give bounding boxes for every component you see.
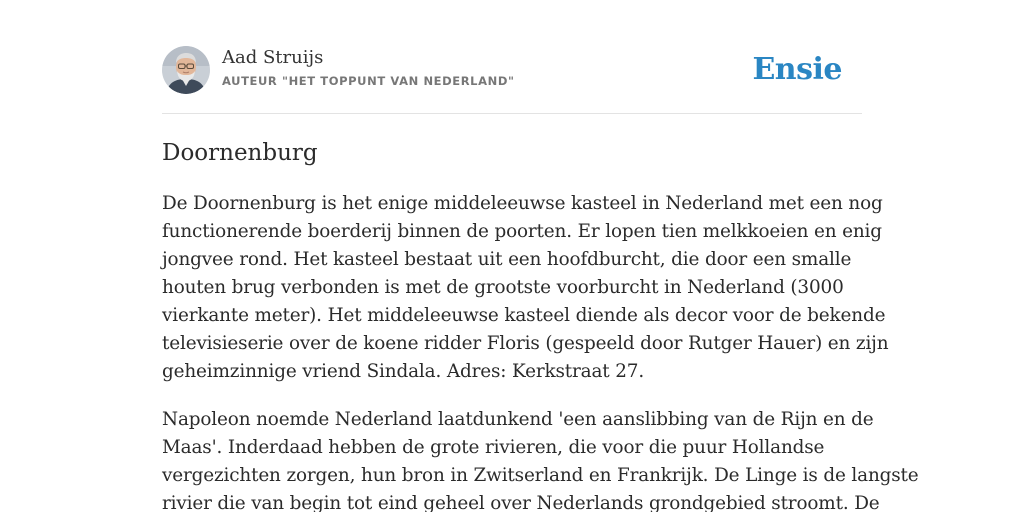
paragraph-line: vierkante meter). Het middeleeuwse kasteel diende als decor voor de bekende [162,305,886,326]
paragraph-line: functionerende boerderij binnen de poorten. Er lopen tien melkkoeien en enig [162,221,882,242]
paragraph-line: houten brug verbonden is met de grootste voorburcht in Nederland (3000 [162,277,844,298]
paragraph-line: vergezichten zorgen, hun bron in Zwitserland en Frankrijk. De Linge is de langste [162,465,919,486]
paragraph-line: rivier die van begin tot eind geheel over Nederlands grondgebied stroomt. De [162,493,880,512]
header-divider [162,113,862,114]
paragraph-line: televisieserie over de koene ridder Floris (gespeeld door Rutger Hauer) en zijn [162,333,889,354]
ensie-logo[interactable]: Ensie [752,52,842,87]
article-paragraph [162,406,919,512]
paragraph-line: jongvee rond. Het kasteel bestaat uit een hoofdburcht, die door een smalle [162,249,852,270]
paragraph-line: Napoleon noemde Nederland laatdunkend 'een aanslibbing van de Rijn en de [162,409,874,430]
author-name[interactable]: Aad Struijs [222,47,324,68]
article-paragraph [162,190,889,386]
paragraph-line: geheimzinnige vriend Sindala. Adres: Kerkstraat 27. [162,361,645,382]
author-avatar[interactable] [162,46,210,94]
author-portrait-icon [162,46,210,94]
paragraph-line: Maas'. Inderdaad hebben de grote rivieren, die voor die puur Hollandse [162,437,825,458]
paragraph-line: De Doornenburg is het enige middeleeuwse kasteel in Nederland met een nog [162,193,883,214]
article-header [162,46,862,96]
author-subtitle: AUTEUR "HET TOPPUNT VAN NEDERLAND" [222,74,515,88]
article-body [162,190,919,512]
article-title: Doornenburg [162,140,318,166]
